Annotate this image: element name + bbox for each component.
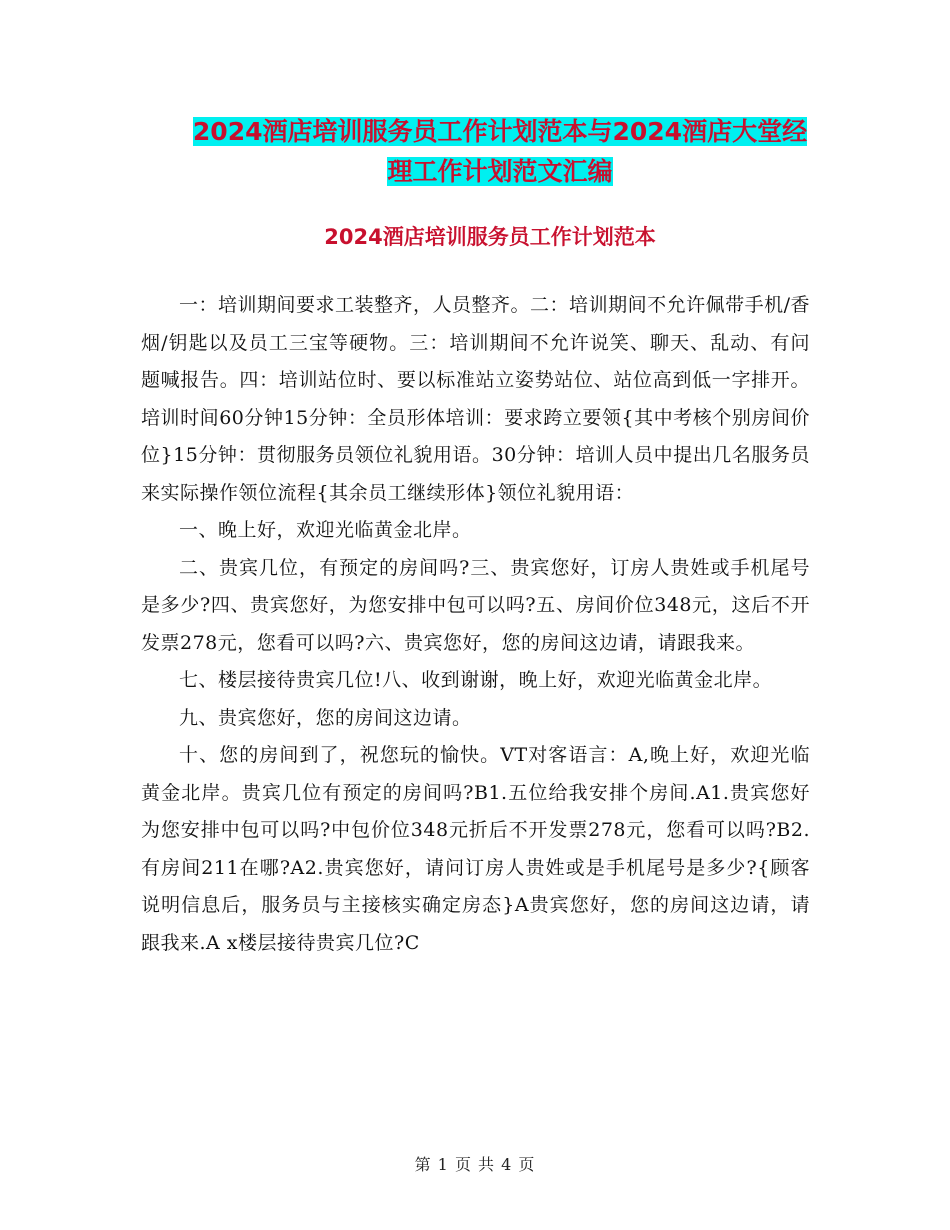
- paragraph: 一：培训期间要求工装整齐，人员整齐。二：培训期间不允许佩带手机/香烟/钥匙以及员工三宝等硬物。三：培训期间不允许说笑、聊天、乱动、有问题喊报告。四：培训站位时、要以标准站立姿势站位、站位高到低一字排开。培训时间60分钟15分钟：全员形体培训：要求跨立要领{其中考核个别房间价位}15分钟：贯彻服务员领位礼貌用语。30分钟：培训人员中提出几名服务员来实际操作领位流程{其余员工继续形体}领位礼貌用语：: [141, 294, 810, 504]
- paragraph: 九、贵宾您好，您的房间这边请。: [179, 706, 472, 729]
- paragraph: 一、晚上好，欢迎光临黄金北岸。: [179, 519, 472, 541]
- paragraph: 二、贵宾几位，有预定的房间吗?三、贵宾您好，订房人贵姓或手机尾号是多少?四、贵宾您好，为您安排中包可以吗?五、房间价位348元，这后不开发票278元，您看可以吗?六、贵宾您好，您的房间这边请，请跟我来。: [141, 556, 810, 654]
- document-body: [141, 287, 810, 962]
- paragraph: 七、楼层接待贵宾几位!八、收到谢谢，晚上好，欢迎光临黄金北岸。: [179, 669, 773, 691]
- paragraph: 十、您的房间到了，祝您玩的愉快。VT对客语言：A,晚上好，欢迎光临黄金北岸。贵宾几位有预定的房间吗?B1.五位给我安排个房间.A1.贵宾您好为您安排中包可以吗?中包价位348元折后不开发票278元，您看可以吗?B2.有房间211在哪?A2.贵宾您好，请问订房人贵姓或是手机尾号是多少?{顾客说明信息后，服务员与主接核实确定房态}A贵宾您好，您的房间这边请，请跟我来.A x楼层接待贵宾几位?C: [141, 744, 810, 954]
- page-footer: 第 1 页 共 4 页: [414, 1155, 536, 1174]
- title-line-2: 理工作计划范文汇编: [387, 157, 613, 186]
- section-title: 2024酒店培训服务员工作计划范本: [324, 225, 656, 249]
- title-line-1: 2024酒店培训服务员工作计划范本与2024酒店大堂经: [192, 117, 808, 146]
- document-title: [140, 112, 860, 192]
